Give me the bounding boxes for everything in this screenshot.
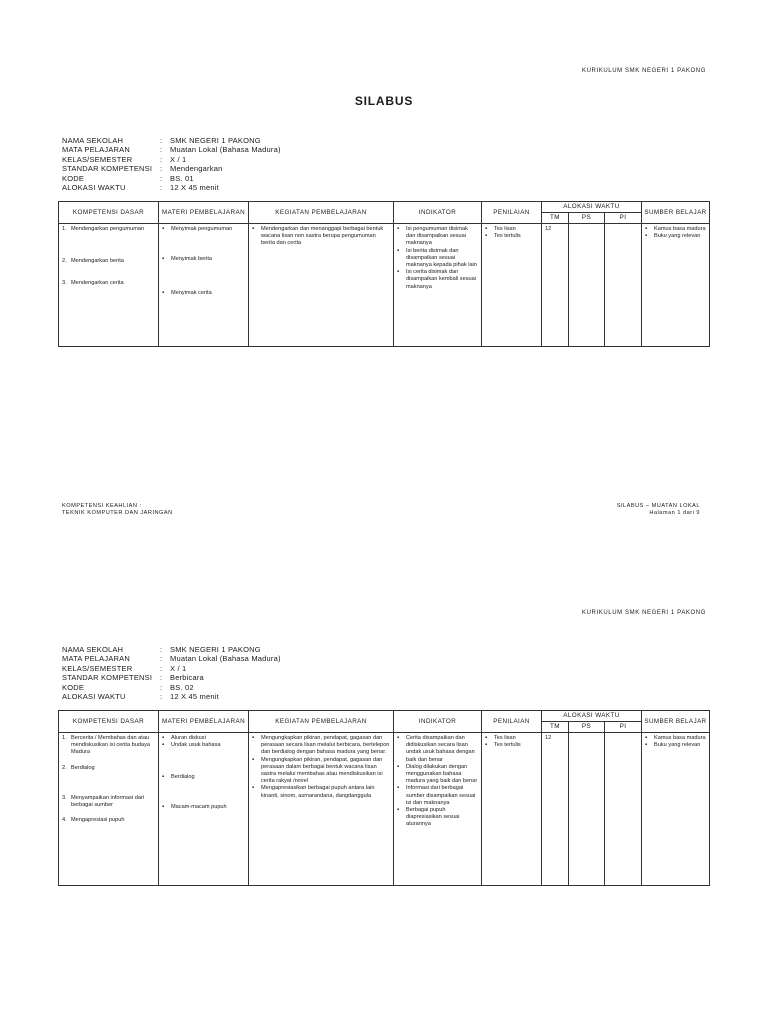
list-item: ▪ Mengungkapkan pikiran, pendapat, gagasan dan perasaan dalam berbagai bentuk wacana lisan sastra melalui membahas atau mendiskusikan isi cerita rakyat /novel <box>252 757 390 786</box>
info-value: X / 1 <box>170 663 187 673</box>
info-label: KELAS/SEMESTER <box>62 154 133 164</box>
header-tm: TM <box>542 722 569 733</box>
info-label: KODE <box>62 682 85 692</box>
info-label: STANDAR KOMPETENSI <box>62 673 153 683</box>
info-label: KODE <box>62 173 85 183</box>
list-item: 1. Bercerita / Membahas dan atau mendiskusikan isi cerita budaya Madura <box>62 735 150 756</box>
list-item: ▪ Tes lisan <box>485 226 538 233</box>
info-row-subject <box>62 654 281 663</box>
info-separator: : <box>160 154 163 164</box>
info-separator: : <box>160 692 163 702</box>
cell-pi <box>605 224 642 347</box>
list-item: 1. Mendengarkan pengumuman <box>62 226 145 232</box>
list-item: ▪ Buku yang relevan <box>645 233 706 240</box>
list-item: ▪ Isi pengumuman disimak dan disampaikan sesuai maknanya <box>397 226 478 248</box>
cell-ps <box>569 224 605 347</box>
cell-indikator <box>394 733 482 886</box>
cell-ps <box>569 733 605 886</box>
syllabus-page-2 <box>0 600 768 1024</box>
header-indikator: INDIKATOR <box>394 711 482 733</box>
cell-sumber <box>642 224 710 347</box>
info-value: Muatan Lokal (Bahasa Madura) <box>170 145 281 155</box>
list-item: ▪ Tes lisan <box>485 735 538 742</box>
cell-kegiatan <box>249 733 394 886</box>
cell-materi <box>159 224 249 347</box>
header-tm: TM <box>542 213 569 224</box>
list-item: ▪ Berdialog <box>162 774 245 804</box>
info-row-standard <box>62 164 281 173</box>
info-row-code <box>62 174 281 183</box>
cell-penilaian <box>482 224 542 347</box>
list-item: ▪ Aluran diskusi <box>162 735 245 742</box>
info-row-subject <box>62 145 281 154</box>
info-row-standard <box>62 673 281 682</box>
info-label: ALOKASI WAKTU <box>62 692 126 702</box>
info-value: BS. 01 <box>170 173 194 183</box>
footer-line: SILABUS – MUATAN LOKAL <box>616 503 700 509</box>
list-item: 3. Menyampaikan informasi dari berbagai sumber <box>62 795 145 809</box>
list-item: 3. Mendengarkan cerita <box>62 280 124 286</box>
header-materi: MATERI PEMBELAJARAN <box>159 202 249 224</box>
info-separator: : <box>160 145 163 155</box>
info-value: Mendengarkan <box>170 164 223 174</box>
header-sumber: SUMBER BELAJAR <box>642 202 710 224</box>
list-item: ▪ Undak usuk bahasa <box>162 742 245 774</box>
info-value: BS. 02 <box>170 682 194 692</box>
page-number: Halaman 1 dari 9 <box>649 510 700 516</box>
header-kompetensi-dasar: KOMPETENSI DASAR <box>59 711 159 733</box>
list-item: ▪ Mengapresiasikan berbagai pupuh antara lain kinanti, sinom, asmarandana, dangdanggula <box>252 785 390 799</box>
list-item: ▪ Isi berita disimak dan disampaikan sesuai maknanya kepada pihak lain <box>397 248 478 270</box>
info-separator: : <box>160 164 163 174</box>
info-row-class <box>62 155 281 164</box>
info-separator: : <box>160 682 163 692</box>
info-label: NAMA SEKOLAH <box>62 136 124 145</box>
cell-tm: 12 <box>542 733 569 886</box>
header-pi: PI <box>605 722 642 733</box>
list-item: ▪ Dialog dilakukan dengan menggunakan bahasa madura yang baik dan benar <box>397 764 478 786</box>
info-value: SMK NEGERI 1 PAKONG <box>170 645 261 654</box>
table-row <box>59 733 710 886</box>
header-penilaian: PENILAIAN <box>482 711 542 733</box>
header-sumber: SUMBER BELAJAR <box>642 711 710 733</box>
info-separator: : <box>160 645 163 654</box>
list-item: ▪ Menyimak pengumuman <box>162 226 245 256</box>
header-kegiatan: KEGIATAN PEMBELAJARAN <box>249 711 394 733</box>
list-item: 4. Mengapresiasi pupuh <box>62 817 125 823</box>
info-label: STANDAR KOMPETENSI <box>62 164 153 174</box>
cell-kompetensi-dasar <box>59 733 159 886</box>
list-item: ▪ Tes tertulis <box>485 742 538 749</box>
info-label: MATA PELAJARAN <box>62 654 130 664</box>
curriculum-header: KURIKULUM SMK NEGERI 1 PAKONG <box>582 68 706 74</box>
syllabus-table <box>58 201 710 347</box>
list-item: ▪ Kamus basa madura <box>645 735 706 742</box>
info-value: Muatan Lokal (Bahasa Madura) <box>170 654 281 664</box>
info-block <box>62 645 281 701</box>
list-item: ▪ Mengungkapkan pikiran, pendapat, gagasan dan perasaan secara lisan melalui berbicara, bertelepon dan berdialog dengan bahasa madura yang benar. <box>252 735 390 757</box>
info-value: 12 X 45 menit <box>170 692 219 702</box>
info-row-school <box>62 645 281 654</box>
list-item: 2. Mendengarkan berita <box>62 258 124 264</box>
list-item: ▪ Informasi dari berbagai sumber disampaikan sesuai isi dan maknanya <box>397 785 478 807</box>
cell-sumber <box>642 733 710 886</box>
list-item: ▪ Menyimak cerita <box>162 290 245 297</box>
info-separator: : <box>160 663 163 673</box>
list-item: ▪ Kamus basa madura <box>645 226 706 233</box>
syllabus-table <box>58 710 710 886</box>
list-item: ▪ Cerita disampaikan dan didiskusikan secara lisan undak usuk bahasa dengan baik dan benar <box>397 735 478 764</box>
header-kegiatan: KEGIATAN PEMBELAJARAN <box>249 202 394 224</box>
info-separator: : <box>160 183 163 193</box>
list-item: 2. Berdialog <box>62 765 95 771</box>
info-value: 12 X 45 menit <box>170 183 219 193</box>
table-row <box>59 224 710 347</box>
info-row-class <box>62 664 281 673</box>
info-separator: : <box>160 136 163 145</box>
list-item: ▪ Buku yang relevan <box>645 742 706 749</box>
list-item: ▪ Mendengarkan dan menanggapi berbagai bentuk wacana lisan non sastra berupa pengumuman berita dan cerita <box>252 226 390 248</box>
list-item: ▪ Macam-macam pupuh <box>162 804 245 811</box>
cell-kompetensi-dasar <box>59 224 159 347</box>
footer-competency <box>62 503 173 517</box>
list-item: ▪ Isi cerita disimak dan disampaikan kembali sesuai maknanya <box>397 269 478 291</box>
page-title: SILABUS <box>354 94 414 108</box>
header-kompetensi-dasar: KOMPETENSI DASAR <box>59 202 159 224</box>
info-separator: : <box>160 173 163 183</box>
header-indikator: INDIKATOR <box>394 202 482 224</box>
footer-line: TEKNIK KOMPUTER DAN JARINGAN <box>62 510 173 516</box>
info-label: MATA PELAJARAN <box>62 145 130 155</box>
info-row-time <box>62 183 281 192</box>
header-penilaian: PENILAIAN <box>482 202 542 224</box>
info-label: ALOKASI WAKTU <box>62 183 126 193</box>
footer-page-info <box>617 503 700 517</box>
header-ps: PS <box>569 722 605 733</box>
header-materi: MATERI PEMBELAJARAN <box>159 711 249 733</box>
list-item: ▪ Berbagai pupuh diapresiasikan sesuai aturannya <box>397 807 478 829</box>
info-separator: : <box>160 673 163 683</box>
header-alokasi: ALOKASI WAKTU <box>542 202 642 213</box>
info-separator: : <box>160 654 163 664</box>
header-pi: PI <box>605 213 642 224</box>
header-alokasi: ALOKASI WAKTU <box>542 711 642 722</box>
footer-line: KOMPETENSI KEAHLIAN : <box>62 503 142 509</box>
cell-indikator <box>394 224 482 347</box>
cell-kegiatan <box>249 224 394 347</box>
cell-penilaian <box>482 733 542 886</box>
cell-pi <box>605 733 642 886</box>
curriculum-header: KURIKULUM SMK NEGERI 1 PAKONG <box>582 610 706 616</box>
cell-tm: 12 <box>542 224 569 347</box>
info-row-code <box>62 683 281 692</box>
info-value: X / 1 <box>170 154 187 164</box>
info-label: KELAS/SEMESTER <box>62 663 133 673</box>
info-label: NAMA SEKOLAH <box>62 645 124 654</box>
list-item: ▪ Tes tertulis <box>485 233 538 240</box>
header-ps: PS <box>569 213 605 224</box>
info-value: Berbicara <box>170 673 204 683</box>
info-value: SMK NEGERI 1 PAKONG <box>170 136 261 145</box>
cell-materi <box>159 733 249 886</box>
info-row-time <box>62 692 281 701</box>
info-row-school <box>62 136 281 145</box>
list-item: ▪ Menyimak berita <box>162 256 245 290</box>
info-block <box>62 136 281 192</box>
